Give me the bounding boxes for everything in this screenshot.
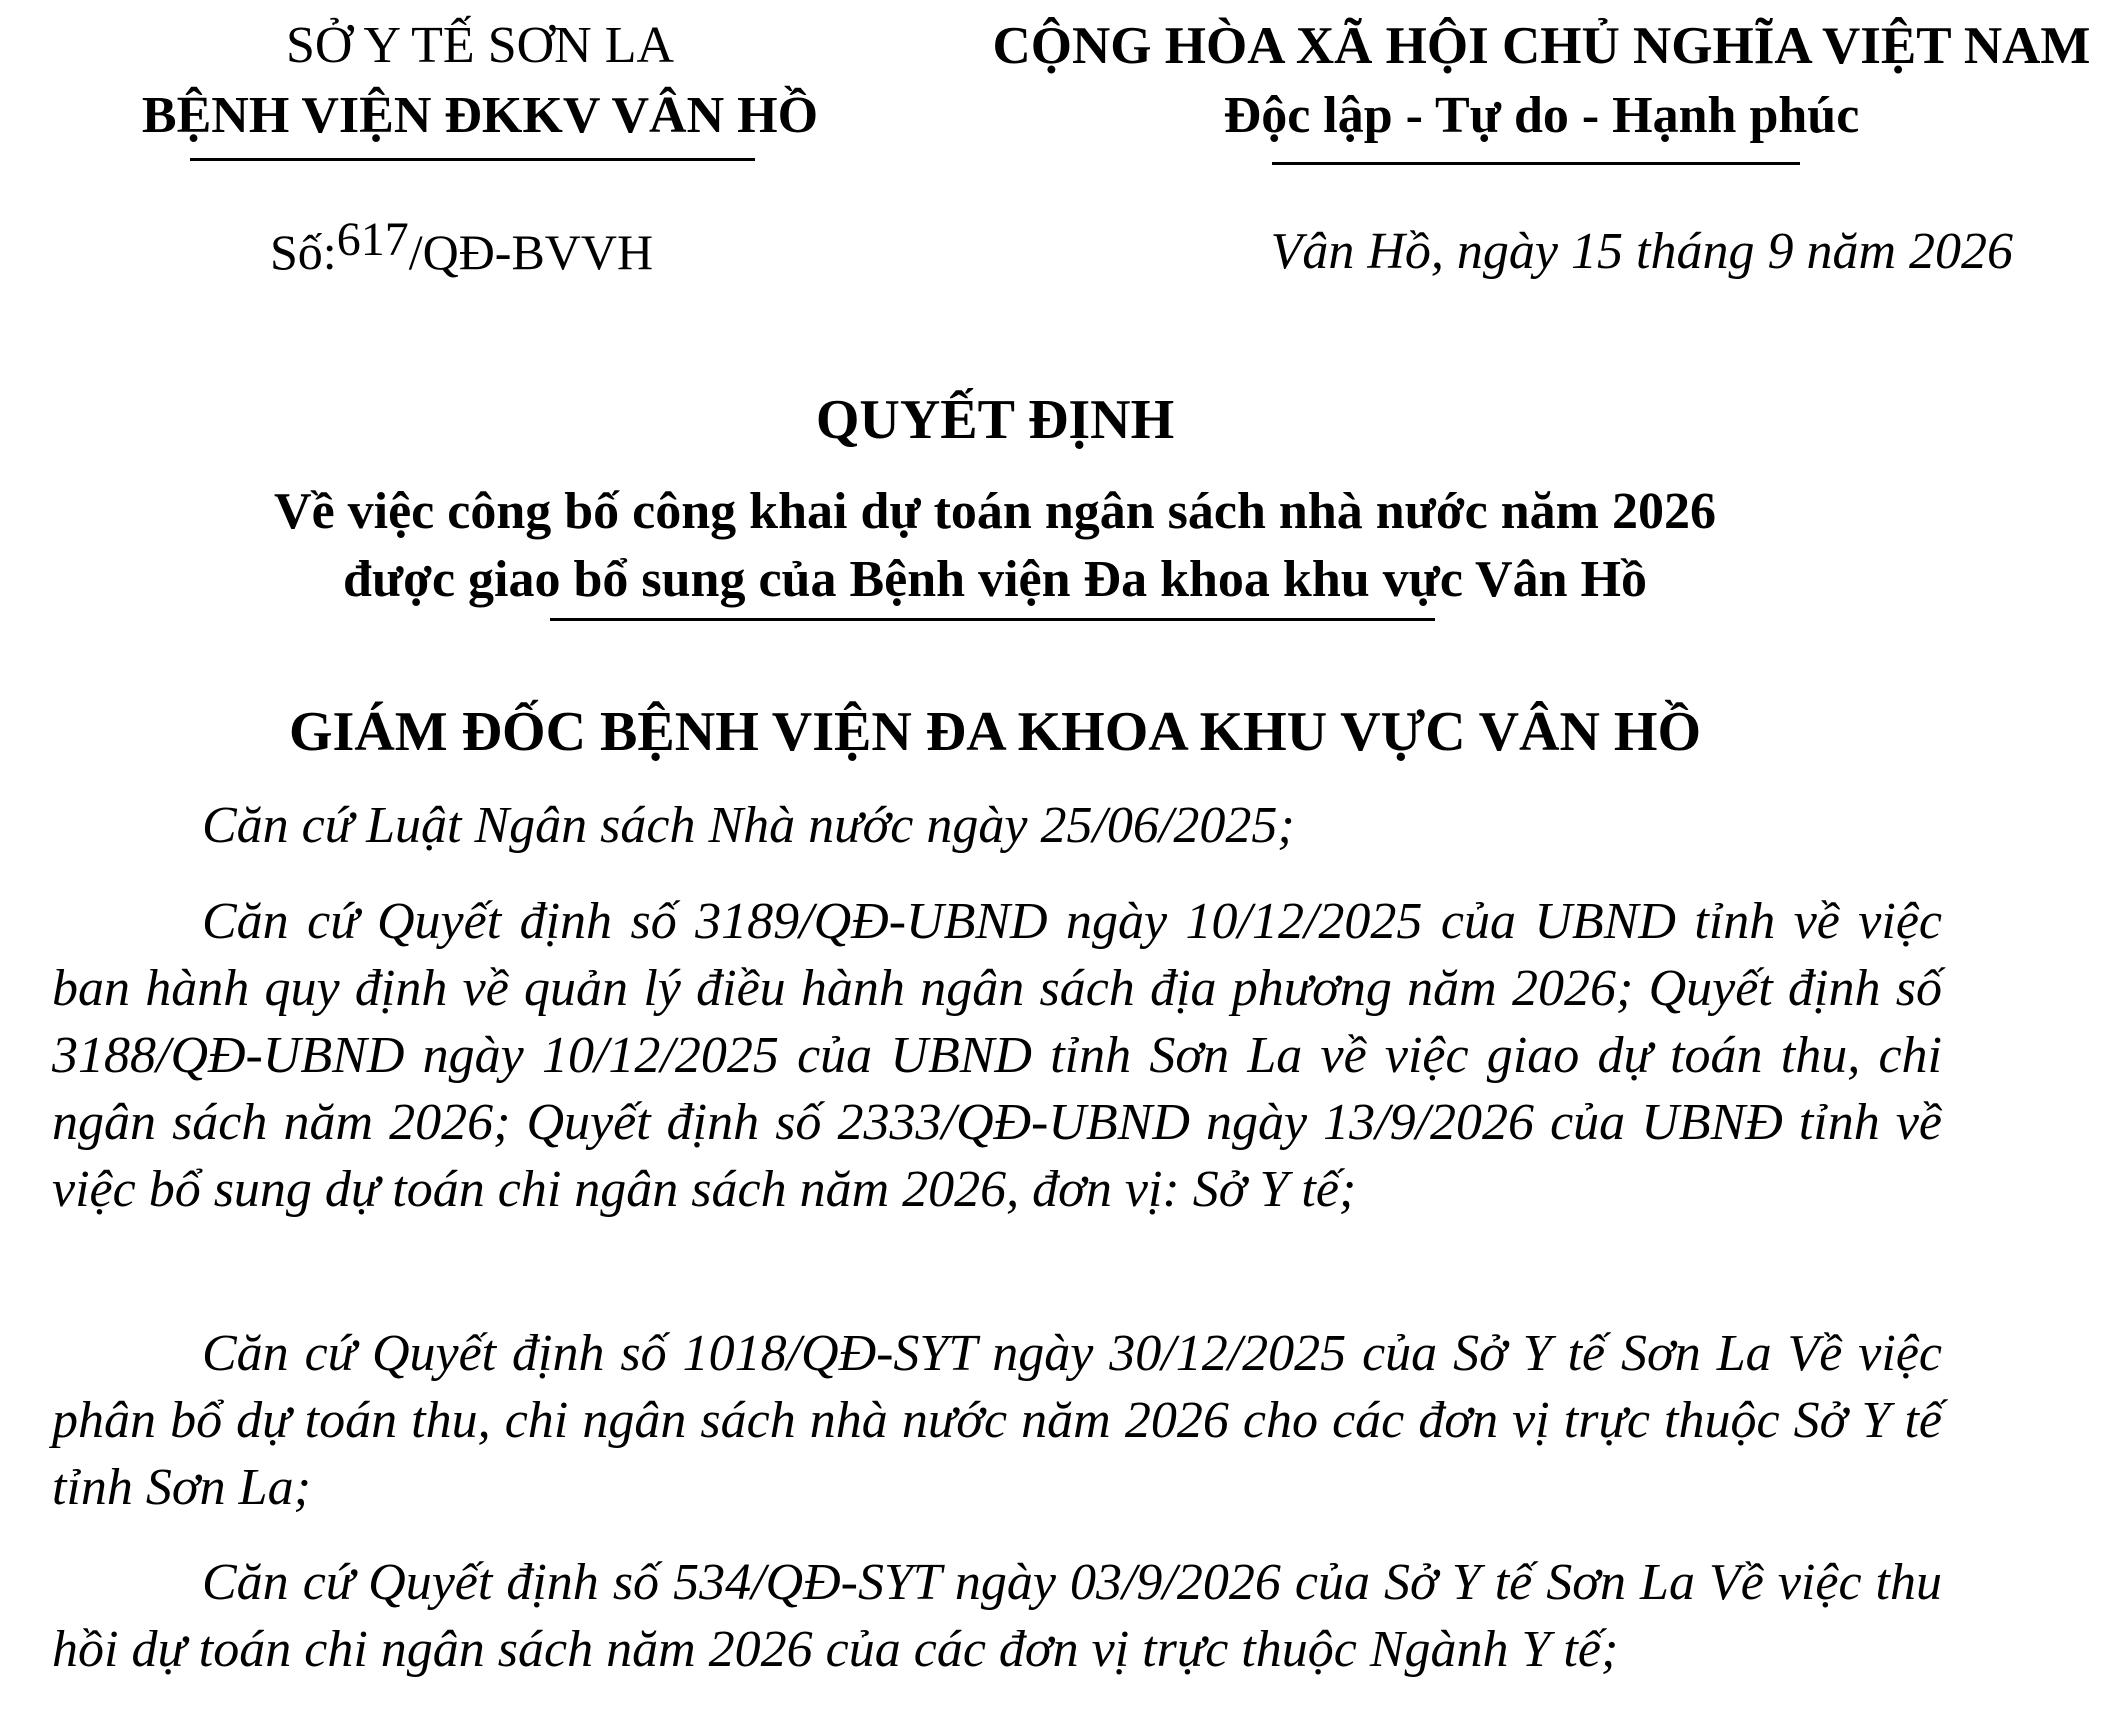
document-number <box>270 213 654 284</box>
legal-basis-paragraph: Căn cứ Quyết định số 3189/QĐ-UBND ngày 10/12/2025 của UBND tỉnh về việc ban hành quy định về quản lý điều hành ngân sách địa phương năm 2026; Quyết định số 3188/QĐ-UBND ngày 10/12/2025 của UBND tỉnh Sơn La về việc giao dự toán thu, chi ngân sách năm 2026; Quyết định số 2333/QĐ-UBND ngày 13/9/2026 của UBNĐ tỉnh về việc bổ sung dự toán chi ngân sách năm 2026, đơn vị: Sở Y tế; <box>52 893 1942 1218</box>
subject-underline <box>550 618 1435 621</box>
issuing-authority: GIÁM ĐỐC BỆNH VIỆN ĐA KHOA KHU VỰC VÂN HỒ <box>288 701 1702 763</box>
agency-underline <box>190 158 755 161</box>
doc-number-suffix: /QĐ-BVVH <box>408 224 654 280</box>
doc-number-prefix: Số: <box>270 224 337 280</box>
doc-number-value: 617 <box>336 213 409 266</box>
country-name: CỘNG HÒA XÃ HỘI CHỦ NGHĨA VIỆT NAM <box>992 17 2091 75</box>
agency-name: BỆNH VIỆN ĐKKV VÂN HỒ <box>141 87 819 144</box>
document-subject-line-1: Về việc công bố công khai dự toán ngân sách nhà nước năm 2026 <box>274 483 1716 540</box>
legal-basis-paragraph: Căn cứ Luật Ngân sách Nhà nước ngày 25/06/2025; <box>202 797 1295 854</box>
national-motto: Độc lập - Tự do - Hạnh phúc <box>1223 87 1860 144</box>
legal-basis-paragraph: Căn cứ Quyết định số 534/QĐ-SYT ngày 03/9/2026 của Sở Y tế Sơn La Về việc thu hồi dự toán chi ngân sách năm 2026 của các đơn vị trực thuộc Ngành Y tế; <box>52 1554 1942 1678</box>
agency-parent: SỞ Y TẾ SƠN LA <box>285 17 675 74</box>
document-subject-line-2: được giao bổ sung của Bệnh viện Đa khoa khu vực Vân Hồ <box>343 551 1647 608</box>
document-title: QUYẾT ĐỊNH <box>815 389 1175 451</box>
motto-underline <box>1272 162 1800 165</box>
legal-basis-paragraph: Căn cứ Quyết định số 1018/QĐ-SYT ngày 30/12/2025 của Sở Y tế Sơn La Về việc phân bổ dự toán thu, chi ngân sách nhà nước năm 2026 cho các đơn vị trực thuộc Sở Y tế tỉnh Sơn La; <box>52 1325 1942 1516</box>
place-date: Vân Hồ, ngày 15 tháng 9 năm 2026 <box>1270 223 2013 280</box>
